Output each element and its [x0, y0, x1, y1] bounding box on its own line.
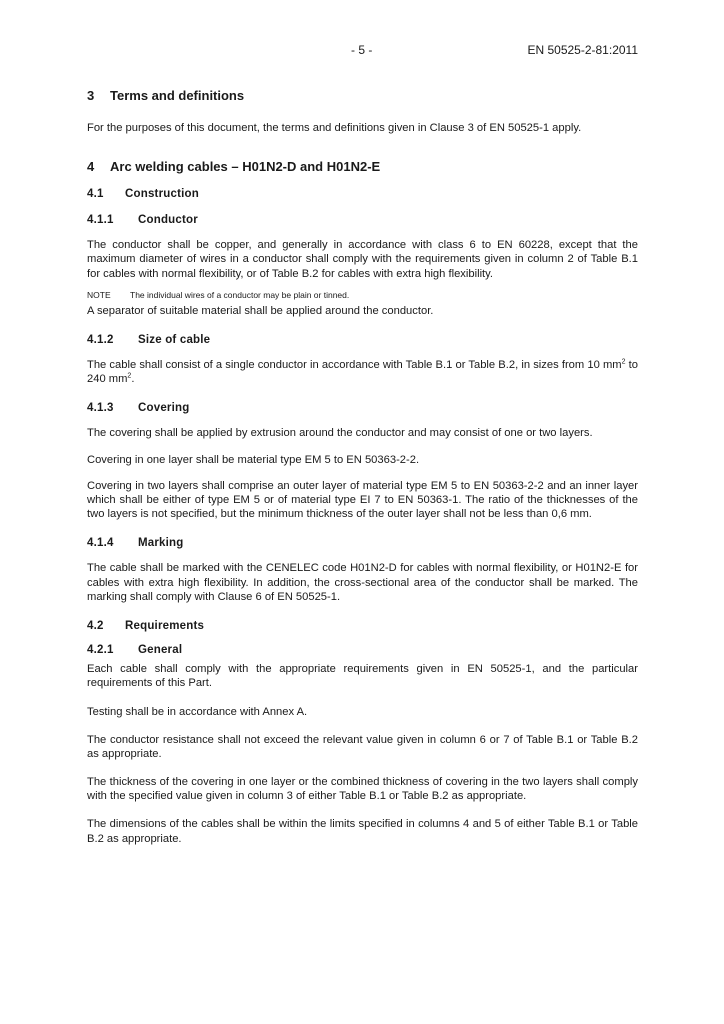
paragraph-4-1-1-separator: A separator of suitable material shall be applied around the conductor.: [87, 304, 434, 317]
heading-4-2-1: [87, 643, 638, 658]
heading-3: [87, 88, 638, 104]
heading-4-1-2-title: Size of cable: [138, 334, 211, 347]
heading-4-title: Arc welding cables – H01N2-D and H01N2-E: [110, 159, 381, 175]
paragraph-4-2-1-e: The dimensions of the cables shall be within the limits specified in columns 4 and 5 of either Table B.1 or Table B.2 as appropriate.: [87, 818, 638, 845]
heading-4-2: [87, 619, 638, 634]
paragraph-3: For the purposes of this document, the terms and definitions given in Clause 3 of EN 50525-1 apply.: [87, 122, 582, 134]
heading-4-2-1-title: General: [138, 644, 183, 657]
heading-4-1: [87, 187, 638, 202]
heading-4-1-2-number: 4.1.2: [87, 334, 114, 347]
heading-4-1-3-title: Covering: [138, 402, 190, 415]
superscript-2-b: 2: [127, 372, 132, 380]
heading-4-1-2: [87, 333, 638, 348]
paragraph-4-1-2-part-a: The cable shall consist of a single conductor in accordance with Table B.1 or Table B.2, in sizes from 10 mm: [87, 359, 622, 372]
heading-3-title: Terms and definitions: [110, 88, 245, 103]
paragraph-4-1-4: The cable shall be marked with the CENELEC code H01N2-D for cables with normal flexibility, or H01N2-E for cables with extra high flexibility. In addition, the cross-sectional area of the conductor shall be marked. The marking shall comply with Clause 6 of EN 50525-1.: [87, 562, 638, 603]
paragraph-4-2-1-d: The thickness of the covering in one layer or the combined thickness of covering in the two layers shall comply with the specified value given in column 3 of either Table B.1 or Table B.2 as appropriate.: [87, 776, 638, 803]
superscript-2-a: 2: [621, 358, 626, 366]
heading-4-1-1-number: 4.1.1: [87, 214, 114, 227]
paragraph-4-1-3-b: Covering in one layer shall be material type EM 5 to EN 50363-2-2.: [87, 453, 420, 466]
note-text: The individual wires of a conductor may be plain or tinned.: [130, 289, 350, 300]
page-header: [87, 43, 638, 59]
paragraph-4-2-1-b: Testing shall be in accordance with Annex A.: [87, 706, 308, 719]
heading-4-2-number: 4.2: [87, 620, 104, 633]
heading-4-1-4-title: Marking: [138, 537, 184, 550]
paragraph-4-2-1-a: Each cable shall comply with the appropriate requirements given in EN 50525-1, and the particular requirements of this Part.: [87, 663, 638, 690]
heading-4-number: 4: [87, 159, 95, 175]
heading-4-1-1-title: Conductor: [138, 214, 198, 227]
heading-4-1-title: Construction: [125, 188, 199, 201]
paragraph-4-1-2-part-c: .: [131, 373, 135, 386]
paragraph-4-1-1: The conductor shall be copper, and generally in accordance with class 6 to EN 60228, except that the maximum diameter of wires in a conductor shall comply with the requirements given in column 2 of Table B.1 for cables with normal flexibility, or of Table B.2 for cables with extra high flexibility.: [87, 239, 638, 280]
page-number: - 5 -: [351, 43, 373, 57]
document-id: EN 50525-2-81:2011: [527, 43, 638, 57]
heading-4: [87, 159, 638, 175]
note-label: NOTE: [87, 289, 111, 300]
paragraph-4-2-1-c: The conductor resistance shall not exceed the relevant value given in column 6 or 7 of Table B.1 or Table B.2 as appropriate.: [87, 733, 638, 760]
paragraph-4-1-3-c: Covering in two layers shall comprise an outer layer of material type EM 5 to EN 50363-2-2 and an inner layer which shall be either of type EM 5 or of material type EI 7 to EN 50363-1. The ratio of the thicknesses of the two layers is not specified, but the minimum thickness of the outer layer shall not be less than 0,6 mm.: [87, 479, 638, 521]
paragraph-4-1-3-a: The covering shall be applied by extrusion around the conductor and may consist of one or two layers.: [87, 427, 593, 440]
paragraph-4-1-2: [87, 358, 638, 386]
note: [87, 289, 638, 301]
heading-4-2-1-number: 4.2.1: [87, 644, 114, 657]
heading-4-1-4-number: 4.1.4: [87, 537, 114, 550]
heading-4-1-3-number: 4.1.3: [87, 402, 114, 415]
document-body: [87, 88, 638, 846]
heading-4-1-4: [87, 536, 638, 551]
heading-4-1-1: [87, 213, 638, 228]
heading-4-1-number: 4.1: [87, 188, 104, 201]
heading-4-1-3: [87, 401, 638, 416]
paragraph-4-1-2-part-b: to 240 mm: [87, 359, 638, 386]
heading-3-number: 3: [87, 88, 95, 103]
heading-4-2-title: Requirements: [125, 620, 205, 633]
